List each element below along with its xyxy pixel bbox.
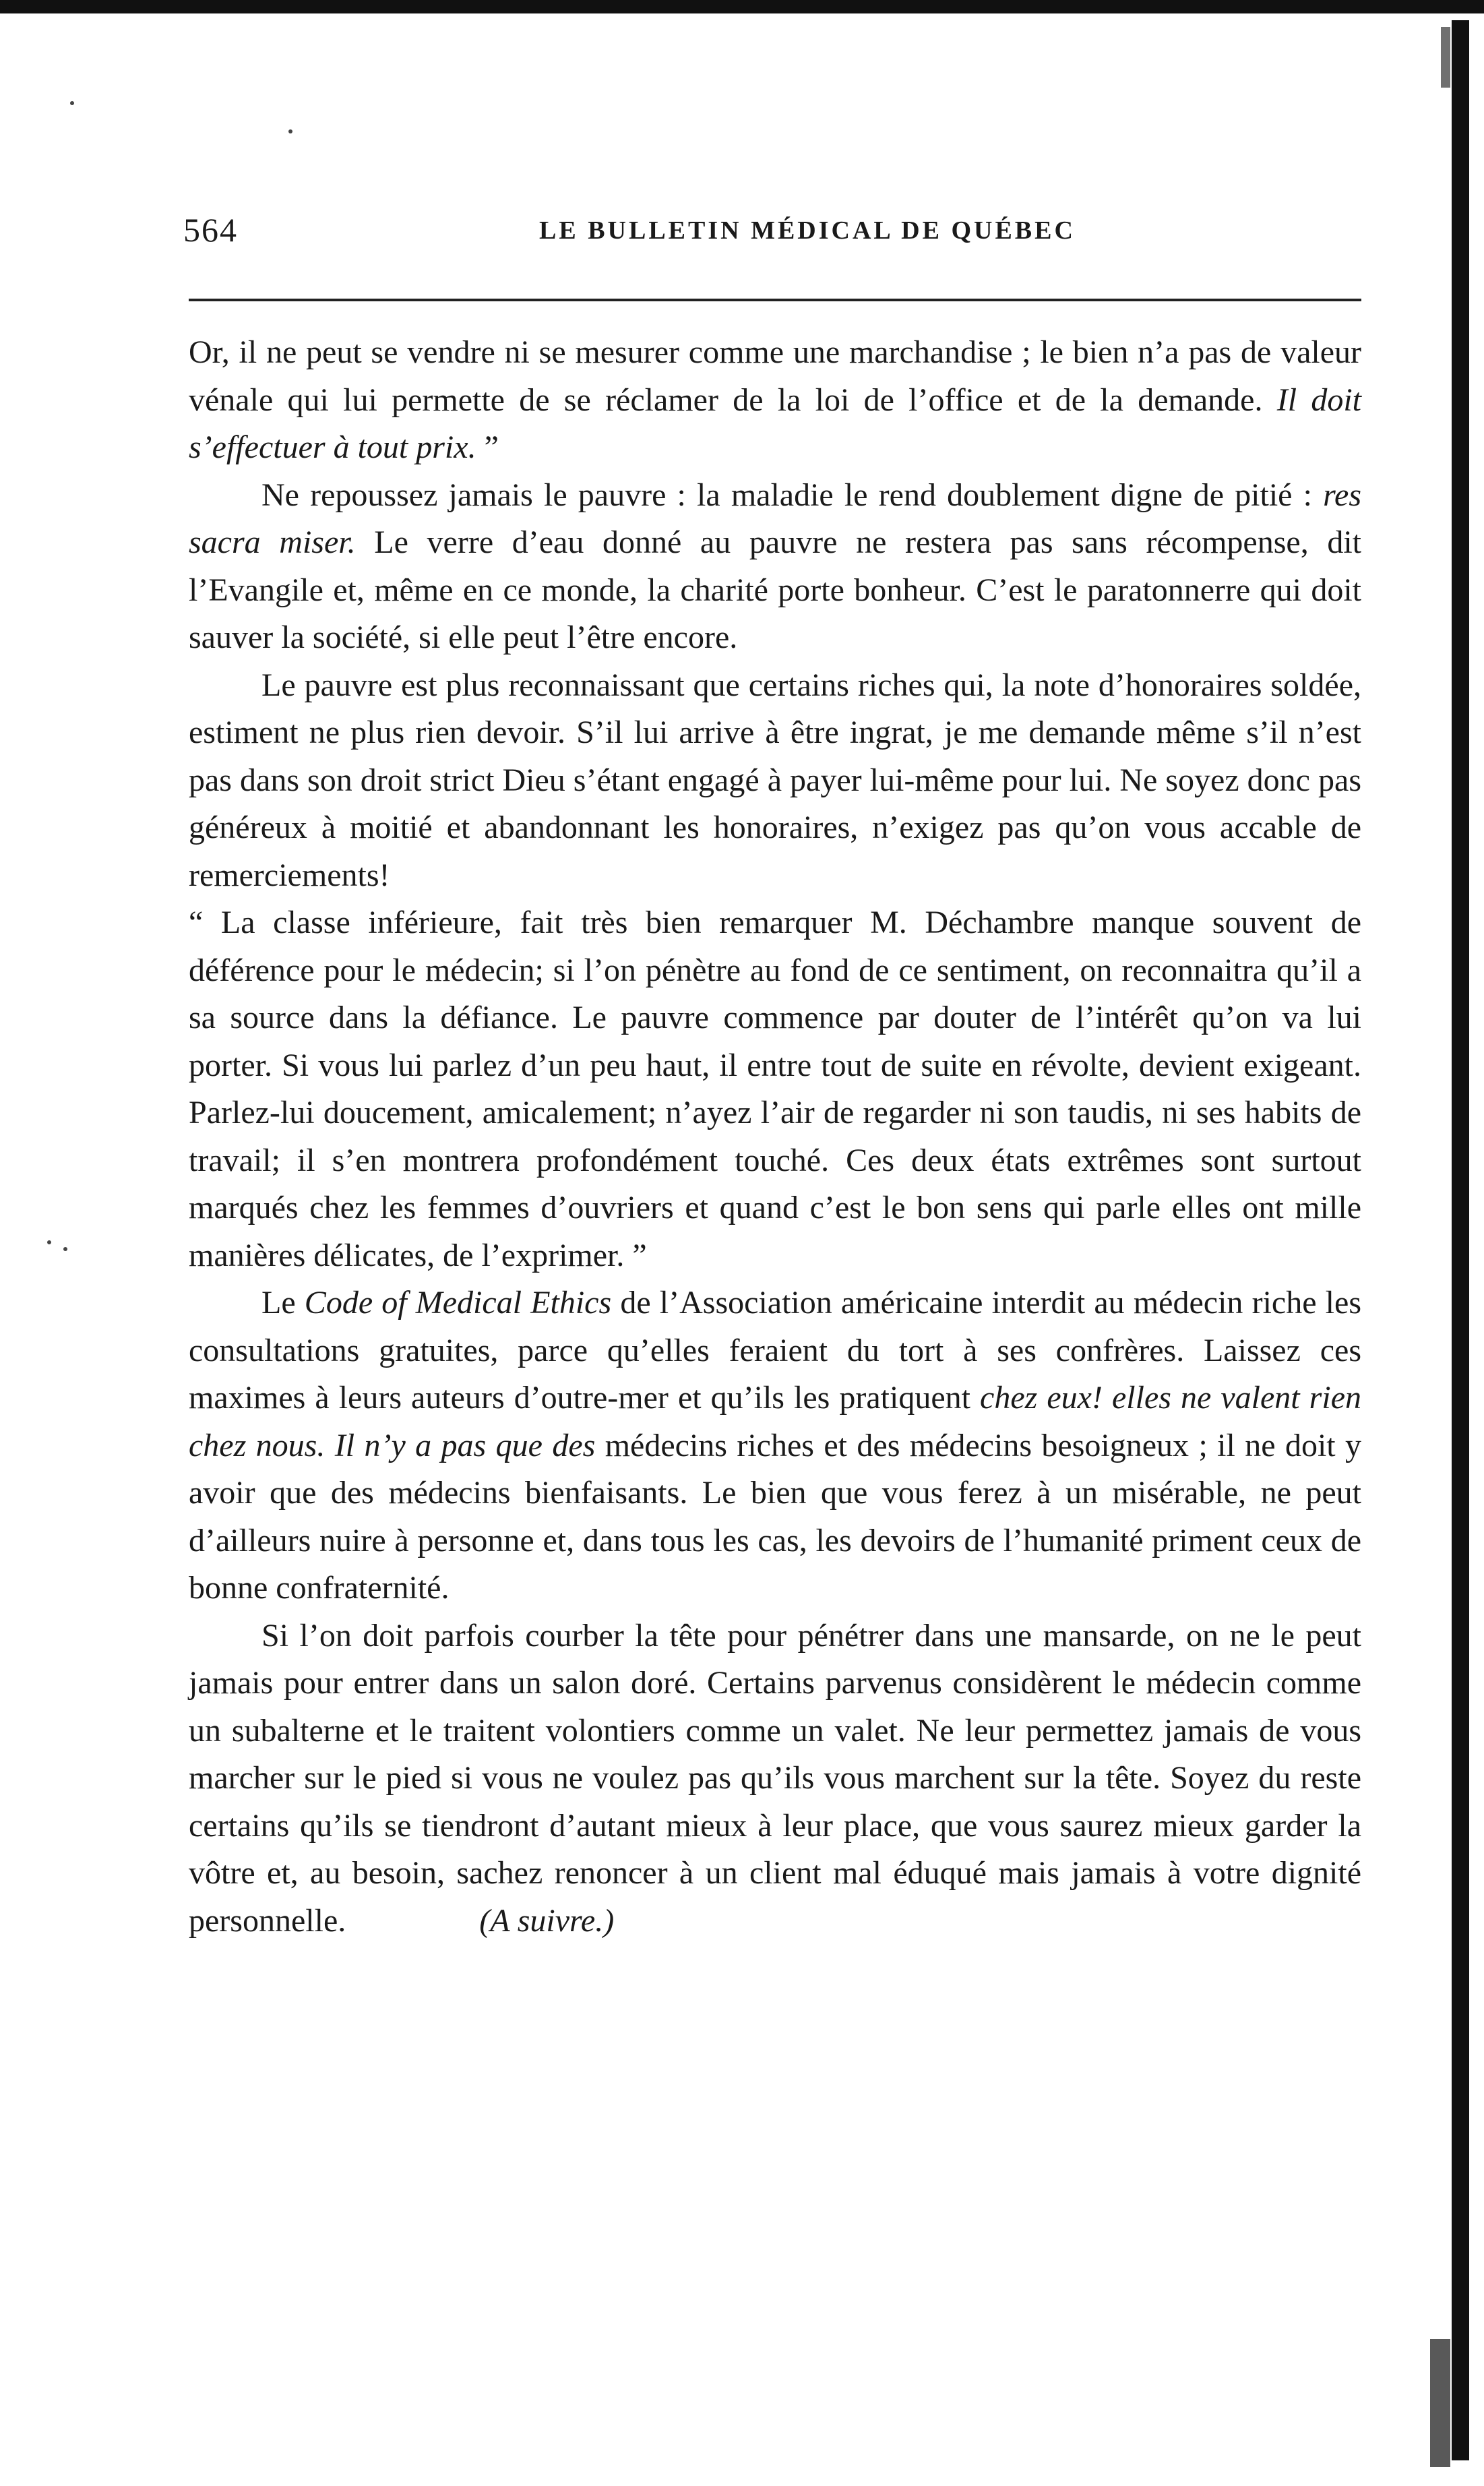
scan-top-border [0,0,1484,13]
paragraph-1-end: ” [476,429,499,465]
scan-edge-noise [1441,27,1450,88]
scan-edge-noise [1430,2339,1450,2467]
paragraph-4-quote: “ La classe inférieure, fait très bien remarquer M. Déchambre manque souvent de déférence pour le médecin; si l’on pénètre au fond de ce sentiment, on reconnaitra qu’il a sa source dans la défiance. Le pauvre commence par douter de l’intérêt qu’on va lui porter. Si vous lui parlez d’un peu haut, il entre tout de suite en révolte, devient exigeant. Parlez-lui doucement, amicalement; n’ayez l’air de regarder ni son taudis, ni ses habits de travail; il s’en montrera profondément touché. Ces deux états extrêmes sont surtout marqués chez les femmes d’ouvriers et quand c’est le bon sens qui parle elles ont mille manières délicates, de l’exprimer. ” [189,905,1361,1273]
paragraph-1 [189,329,1361,472]
paragraph-6-text: Si l’on doit parfois courber la tête pour pénétrer dans une mansarde, on ne le peut jamais pour entrer dans un salon doré. Certains parvenus considèrent le médecin comme un subalterne et le traitent volontiers comme un valet. Ne leur permettez jamais de vous marcher sur le pied si vous ne voulez pas qu’ils vous marchent sur la tête. Soyez du reste certains qu’ils se tiendront d’autant mieux à leur place, que vous saurez mieux garder la vôtre et, au besoin, sachez renoncer à un client mal éduqué mais jamais à votre dignité personnelle. [189,1617,1361,1939]
paragraph-5-end: médecins riches et des médecins besoigneux ; il ne doit y avoir que des médecins bienfaisants. Le bien que vous ferez à un misérable, ne peut d’ailleurs nuire à personne et, dans tous les cas, les devoirs de l’humanité priment ceux de bonne confraternité. [189,1427,1362,1606]
page-number: 564 [183,211,238,249]
paragraph-2-italic: res sacra miser. [189,477,1361,560]
scan-speck [47,1240,51,1244]
signoff: (A suivre.) [479,1902,615,1939]
header-rule [189,299,1361,301]
scan-right-border [1452,20,1469,2460]
paragraph-2-start: Ne repoussez jamais le pauvre : la maladie le rend doublement digne de pitié : [261,477,1324,513]
paragraph-5-mid: de l’Association américaine interdit au médecin riche les consultations gratuites, parce qu’elles feraient du tort à ses confrères. Laissez ces maximes à leurs auteurs d’outre-mer et qu’ils les pratiquent [189,1285,1361,1416]
article-body [189,329,1361,1945]
paragraph-3: Le pauvre est plus reconnaissant que certains riches qui, la note d’honoraires soldée, estiment ne plus rien devoir. S’il lui arrive à être ingrat, je me demande même s’il n’est pas dans son droit strict Dieu s’étant engagé à payer lui-même pour lui. Ne soyez donc pas généreux à moitié et abandonnant les honoraires, n’exigez pas qu’on vous accable de remerciements! [189,667,1361,893]
running-head: LE BULLETIN MÉDICAL DE QUÉBEC [539,216,1076,245]
paragraph-5-start: Le [261,1285,305,1321]
page-header [183,210,1364,251]
scan-speck [288,129,292,133]
paragraph-5 [189,1279,1361,1612]
paragraph-6 [189,1612,1361,1945]
paragraph-2-end: Le verre d’eau donné au pauvre ne restera pas sans récompense, dit l’Evangile et, même en ce monde, la charité porte bonheur. C’est le paratonnerre qui doit sauver la société, si elle peut l’être encore. [189,524,1361,655]
paragraph-5-italic-phrase: chez eux! elles ne valent rien chez nous. Il n’y a pas que des [189,1380,1361,1463]
paragraph-1-italic: Il doit s’effectuer à tout prix. [189,382,1361,465]
paragraph-1-text: Or, il ne peut se vendre ni se mesurer comme une marchandise ; le bien n’a pas de valeur vénale qui lui permette de se réclamer de la loi de l’office et de la demande. [189,334,1361,418]
scan-speck [63,1247,67,1251]
scan-speck [70,101,74,105]
paragraph-2 [189,472,1361,662]
paragraph-5-italic-title: Code of Medical Ethics [304,1285,612,1321]
